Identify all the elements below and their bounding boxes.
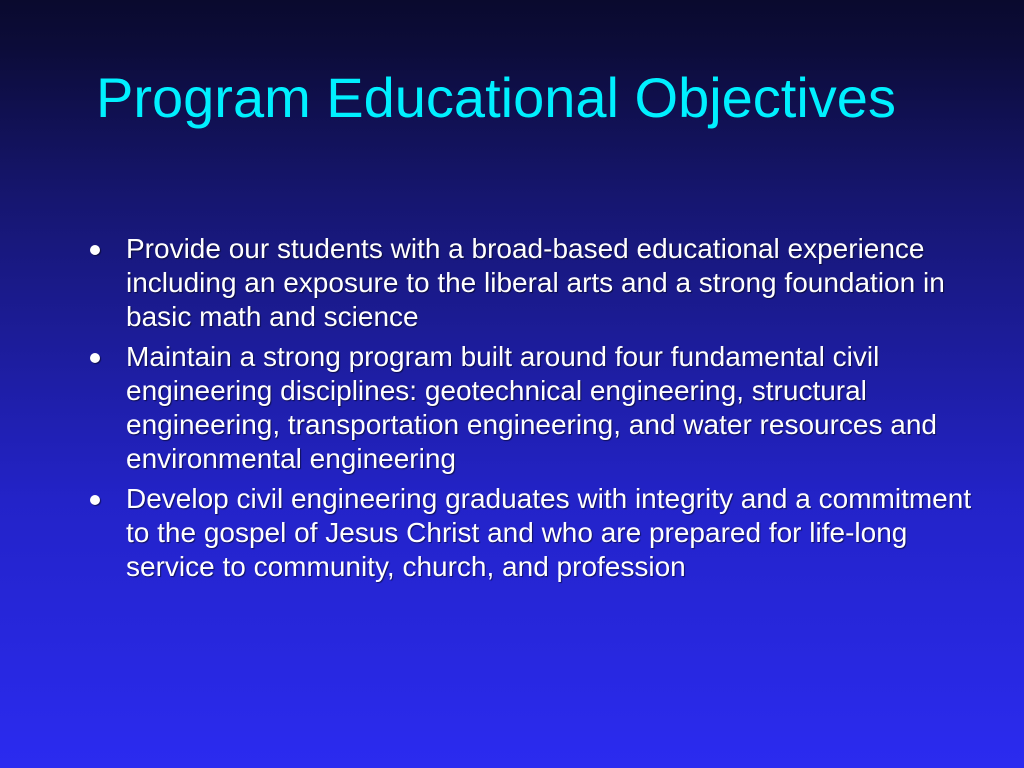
bullet-item bbox=[86, 340, 986, 476]
bullet-text: Provide our students with a broad-based educational experience including an exposure to the liberal arts and a strong foundation in basic math and science bbox=[126, 233, 945, 332]
bullet-text: Maintain a strong program built around four fundamental civil engineering disciplines: geotechnical engineering, structural engineering, transportation engineering, and water resources and environmental engineering bbox=[126, 341, 937, 474]
slide-title: Program Educational Objectives bbox=[96, 66, 896, 129]
bullet-item bbox=[86, 482, 986, 584]
bullet-dot-icon bbox=[90, 495, 100, 505]
bullet-text: Develop civil engineering graduates with integrity and a commitment to the gospel of Jesus Christ and who are prepared for life-long service to community, church, and profession bbox=[126, 483, 972, 582]
bullet-list bbox=[86, 232, 986, 590]
bullet-dot-icon bbox=[90, 245, 100, 255]
bullet-dot-icon bbox=[90, 353, 100, 363]
bullet-item bbox=[86, 232, 986, 334]
